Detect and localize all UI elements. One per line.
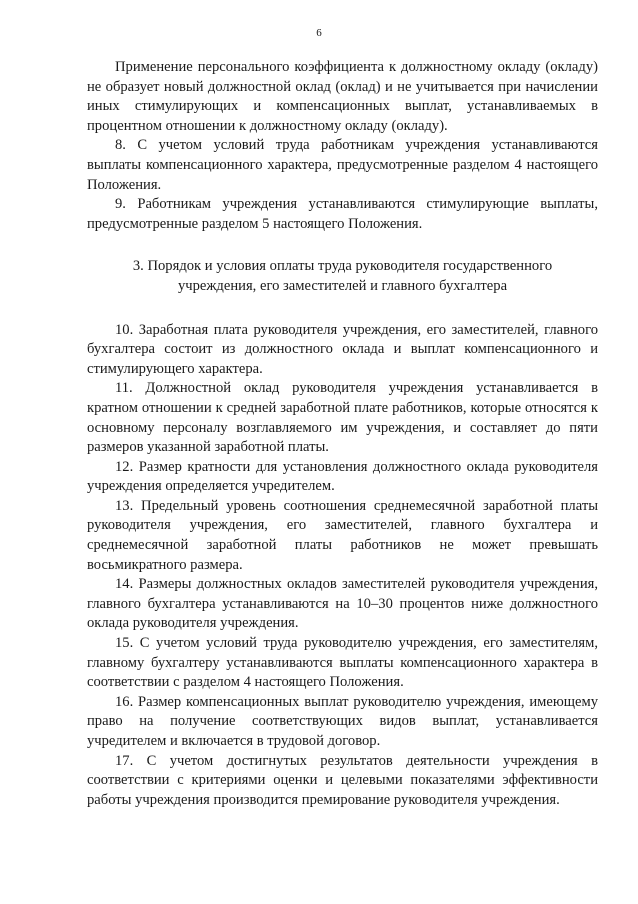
paragraph-personal-coefficient: Применение персонального коэффициента к должностному окладу (окладу) не образует новый должностной оклад (оклад) и не учитывается при начислении иных стимулирующих и компенсационных выплат, устанавливаемых в процентном отношении к должностному окладу (окладу). (87, 59, 598, 134)
paragraph-17: 17. С учетом достигнутых результатов деятельности учреждения в соответствии с критериями оценки и целевыми показателями эффективности работы учреждения производится премирование руководителя учреждения. (87, 752, 598, 808)
page-number: 6 (316, 27, 322, 39)
section-3-heading: 3. Порядок и условия оплаты труда руководителя государственного учреждения, его заместителей и главного бухгалтера (132, 258, 553, 294)
paragraph-15: 15. С учетом условий труда руководителю учреждения, его заместителям, главному бухгалтеру устанавливаются выплаты компенсационного характера в соответствии с разделом 4 настоящего Положения. (87, 635, 598, 691)
paragraph-9: 9. Работникам учреждения устанавливаются стимулирующие выплаты, предусмотренные разделом 5 настоящего Положения. (87, 196, 598, 232)
paragraph-12: 12. Размер кратности для установления должностного оклада руководителя учреждения определяется учредителем. (87, 458, 598, 495)
paragraph-14: 14. Размеры должностных окладов заместителей руководителя учреждения, главного бухгалтера устанавливаются на 10–30 процентов ниже должностного оклада руководителя учреждения. (87, 576, 598, 632)
paragraph-8: 8. С учетом условий труда работникам учреждения устанавливаются выплаты компенсационного характера, предусмотренные разделом 4 настоящего Положения. (87, 137, 598, 193)
paragraph-16: 16. Размер компенсационных выплат руководителю учреждения, имеющему право на получение соответствующих видов выплат, устанавливается учредителем и включается в трудовой договор. (87, 693, 598, 749)
document-body (87, 58, 598, 810)
paragraph-13: 13. Предельный уровень соотношения среднемесячной заработной платы руководителя учреждения, его заместителей, главного бухгалтера и среднемесячной заработной платы работников не может превышать восьмикратного размера. (87, 497, 598, 573)
paragraph-11: 11. Должностной оклад руководителя учреждения устанавливается в кратном отношении к средней заработной плате работников, которые относятся к основному персоналу возглавляемого им учреждения, и составляет до пяти размеров указанной заработной платы. (87, 380, 598, 456)
paragraph-10: 10. Заработная плата руководителя учреждения, его заместителей, главного бухгалтера состоит из должностного оклада и выплат компенсационного и стимулирующего характера. (87, 321, 598, 377)
